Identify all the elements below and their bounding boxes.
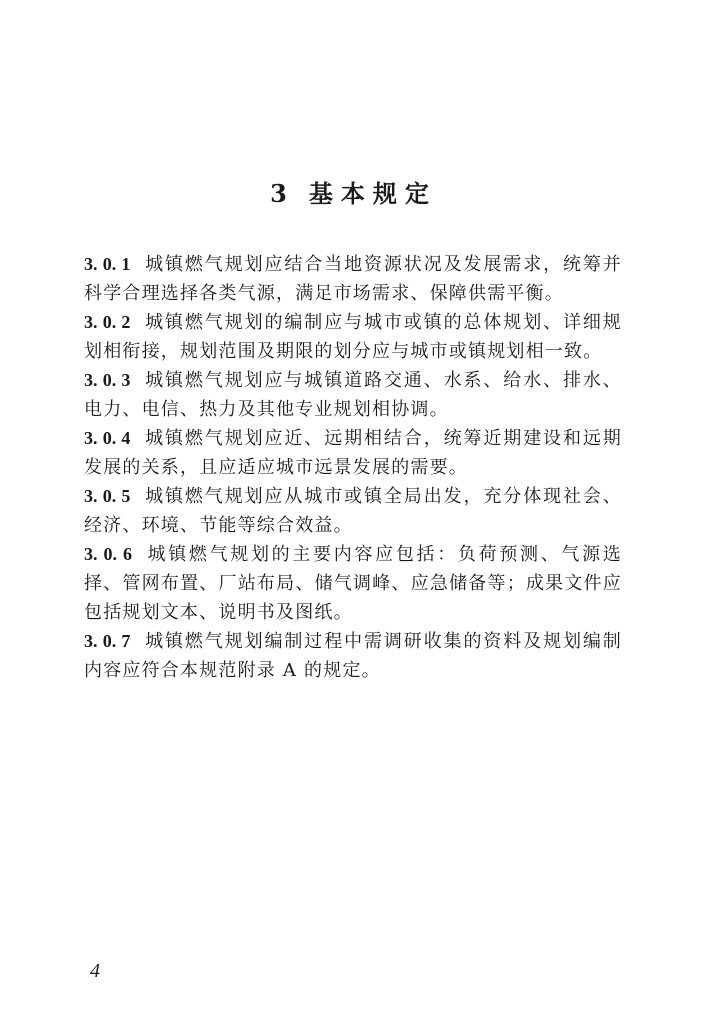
page-number: 4 xyxy=(90,960,100,982)
clause-3-0-1 xyxy=(84,250,622,308)
chapter-title-text: 基本规定 xyxy=(308,179,437,208)
clause-number: 3. 0. 7 xyxy=(84,631,131,651)
clause-3-0-4 xyxy=(84,424,622,482)
clause-text: 城镇燃气规划应从城市或镇全局出发，充分体现社会、经济、环境、节能等综合效益。 xyxy=(84,486,622,536)
clause-number: 3. 0. 3 xyxy=(84,370,131,390)
chapter-title xyxy=(0,174,707,209)
clause-number: 3. 0. 2 xyxy=(84,312,131,332)
clause-text: 城镇燃气规划编制过程中需调研收集的资料及规划编制内容应符合本规范附录 A 的规定。 xyxy=(84,631,622,681)
clause-3-0-7 xyxy=(84,627,622,685)
clause-3-0-5 xyxy=(84,482,622,540)
clause-number: 3. 0. 4 xyxy=(84,428,131,448)
clause-3-0-6 xyxy=(84,540,622,627)
clause-number: 3. 0. 1 xyxy=(84,254,131,274)
clause-number: 3. 0. 6 xyxy=(84,544,132,564)
clause-text: 城镇燃气规划的主要内容应包括：负荷预测、气源选择、管网布置、厂站布局、储气调峰、应急储备等；成果文件应包括规划文本、说明书及图纸。 xyxy=(84,544,622,623)
clause-text: 城镇燃气规划应与城镇道路交通、水系、给水、排水、电力、电信、热力及其他专业规划相协调。 xyxy=(84,370,622,420)
chapter-number: 3 xyxy=(270,179,295,208)
clause-text: 城镇燃气规划的编制应与城市或镇的总体规划、详细规划相衔接，规划范围及期限的划分应与城市或镇规划相一致。 xyxy=(84,312,622,362)
clause-3-0-3 xyxy=(84,366,622,424)
clause-number: 3. 0. 5 xyxy=(84,486,131,506)
clause-list xyxy=(84,250,622,685)
clause-3-0-2 xyxy=(84,308,622,366)
clause-text: 城镇燃气规划应结合当地资源状况及发展需求，统筹并科学合理选择各类气源，满足市场需求、保障供需平衡。 xyxy=(84,254,622,304)
clause-text: 城镇燃气规划应近、远期相结合，统筹近期建设和远期发展的关系，且应适应城市远景发展的需要。 xyxy=(84,428,622,478)
